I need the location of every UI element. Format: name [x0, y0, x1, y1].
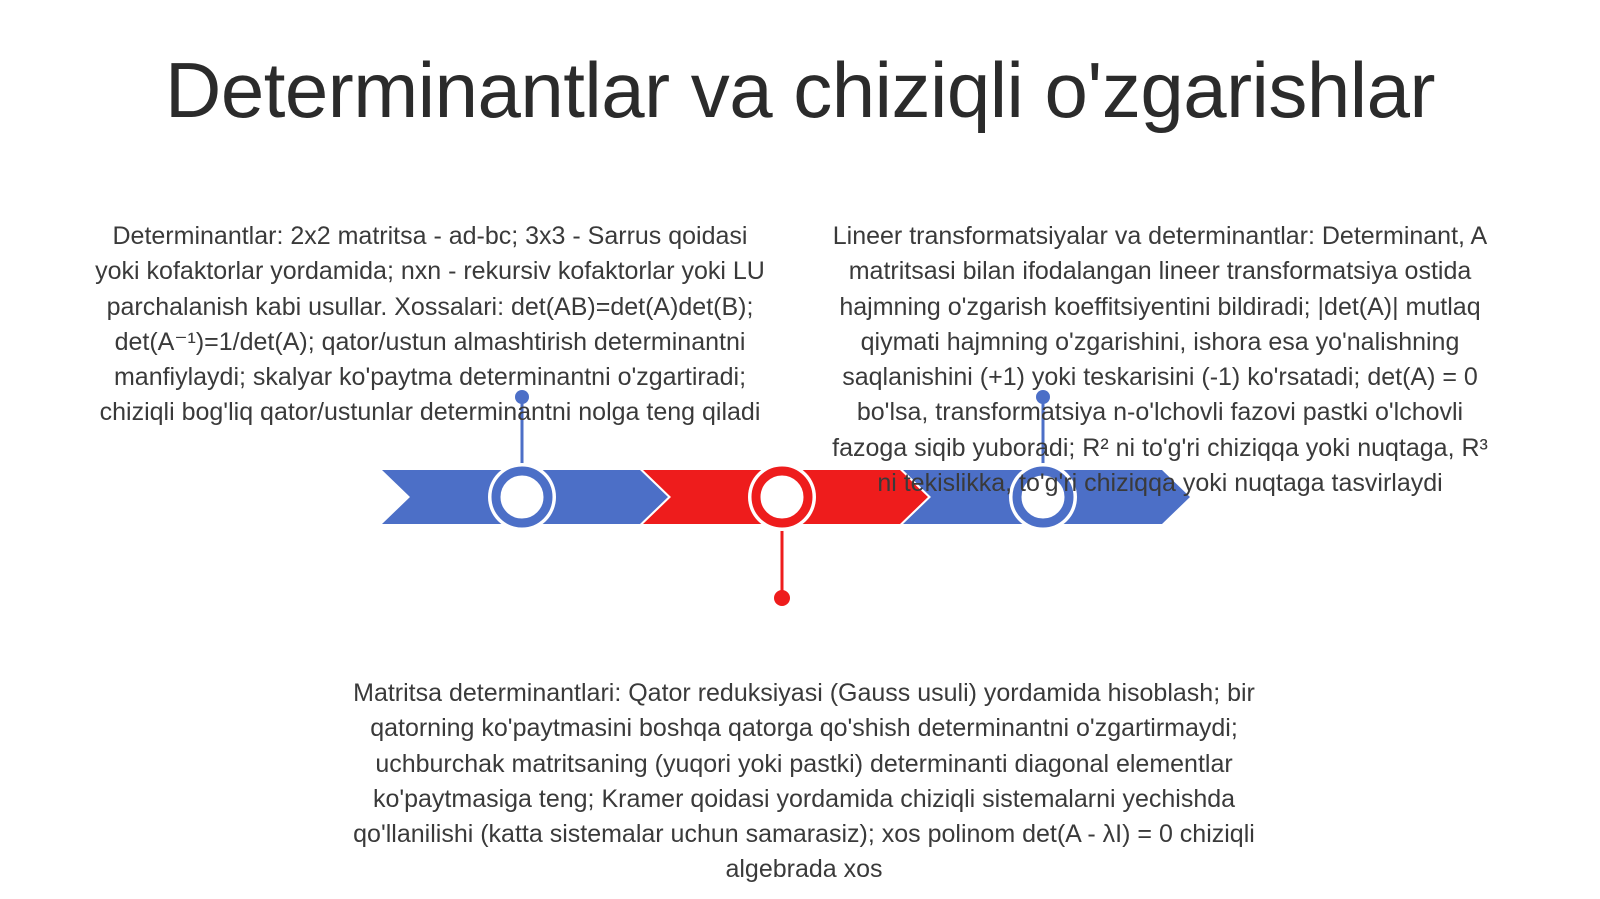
text-block-determinants: Determinantlar: 2x2 matritsa - ad-bc; 3x3 - Sarrus qoidasi yoki kofaktorlar yordamida; nxn - rekursiv kofaktorlar yoki LU parchalanish kabi usullar. Xossalari: det(AB)=det(A)det(B); det(A⁻¹)=1/det(A); qator/ustun almashtirish determinantni manfiylaydi; skalyar ko'paytma determinantni o'zgartiradi; chiziqli bog'liq qator/ustunlar determinantni nolga teng qiladi — [95, 222, 765, 427]
timeline-marker-ring-2 — [756, 471, 808, 523]
timeline-marker-ring-1 — [496, 471, 548, 523]
text-block-linear-transformations: Lineer transformatsiyalar va determinantlar: Determinant, A matritsasi bilan ifodalangan lineer transformatsiya ostida hajmning o'zgarish koeffitsiyentini bildiradi; |det(A)| mutlaq qiymati hajmning o'zgarishini, ishora esa yo'nalishning saqlanishini (+1) yoki teskarisini (-1) ko'rsatadi; det(A) = 0 bo'lsa, transformatsiya n-o'lchovli fazovi pastki o'lchovli fazoga siqib yuboradi; R² ni to'g'ri chiziqqa yoki nuqtaga, R³ ni tekislikka, to'g'ri chiziqqa yoki nuqtaga tasvirlaydi — [832, 222, 1488, 498]
timeline-connector-dot-2 — [774, 590, 790, 606]
slide-title: Determinantlar va chiziqli o'zgarishlar — [165, 46, 1435, 134]
text-block-matrix-determinants: Matritsa determinantlari: Qator reduksiyasi (Gauss usuli) yordamida hisoblash; bir qatorning ko'paytmasini boshqa qatorga qo'shish determinantni o'zgartirmaydi; uchburchak matritsaning (yuqori yoki pastki) determinanti diagonal elementlar ko'paytmasiga teng; Kramer qoidasi yordamida chiziqli sistemalarni yechishda qo'llanilishi (katta sistemalar uchun samarasiz); xos polinom det(A - λI) = 0 chiziqli algebrada xos — [353, 679, 1255, 884]
